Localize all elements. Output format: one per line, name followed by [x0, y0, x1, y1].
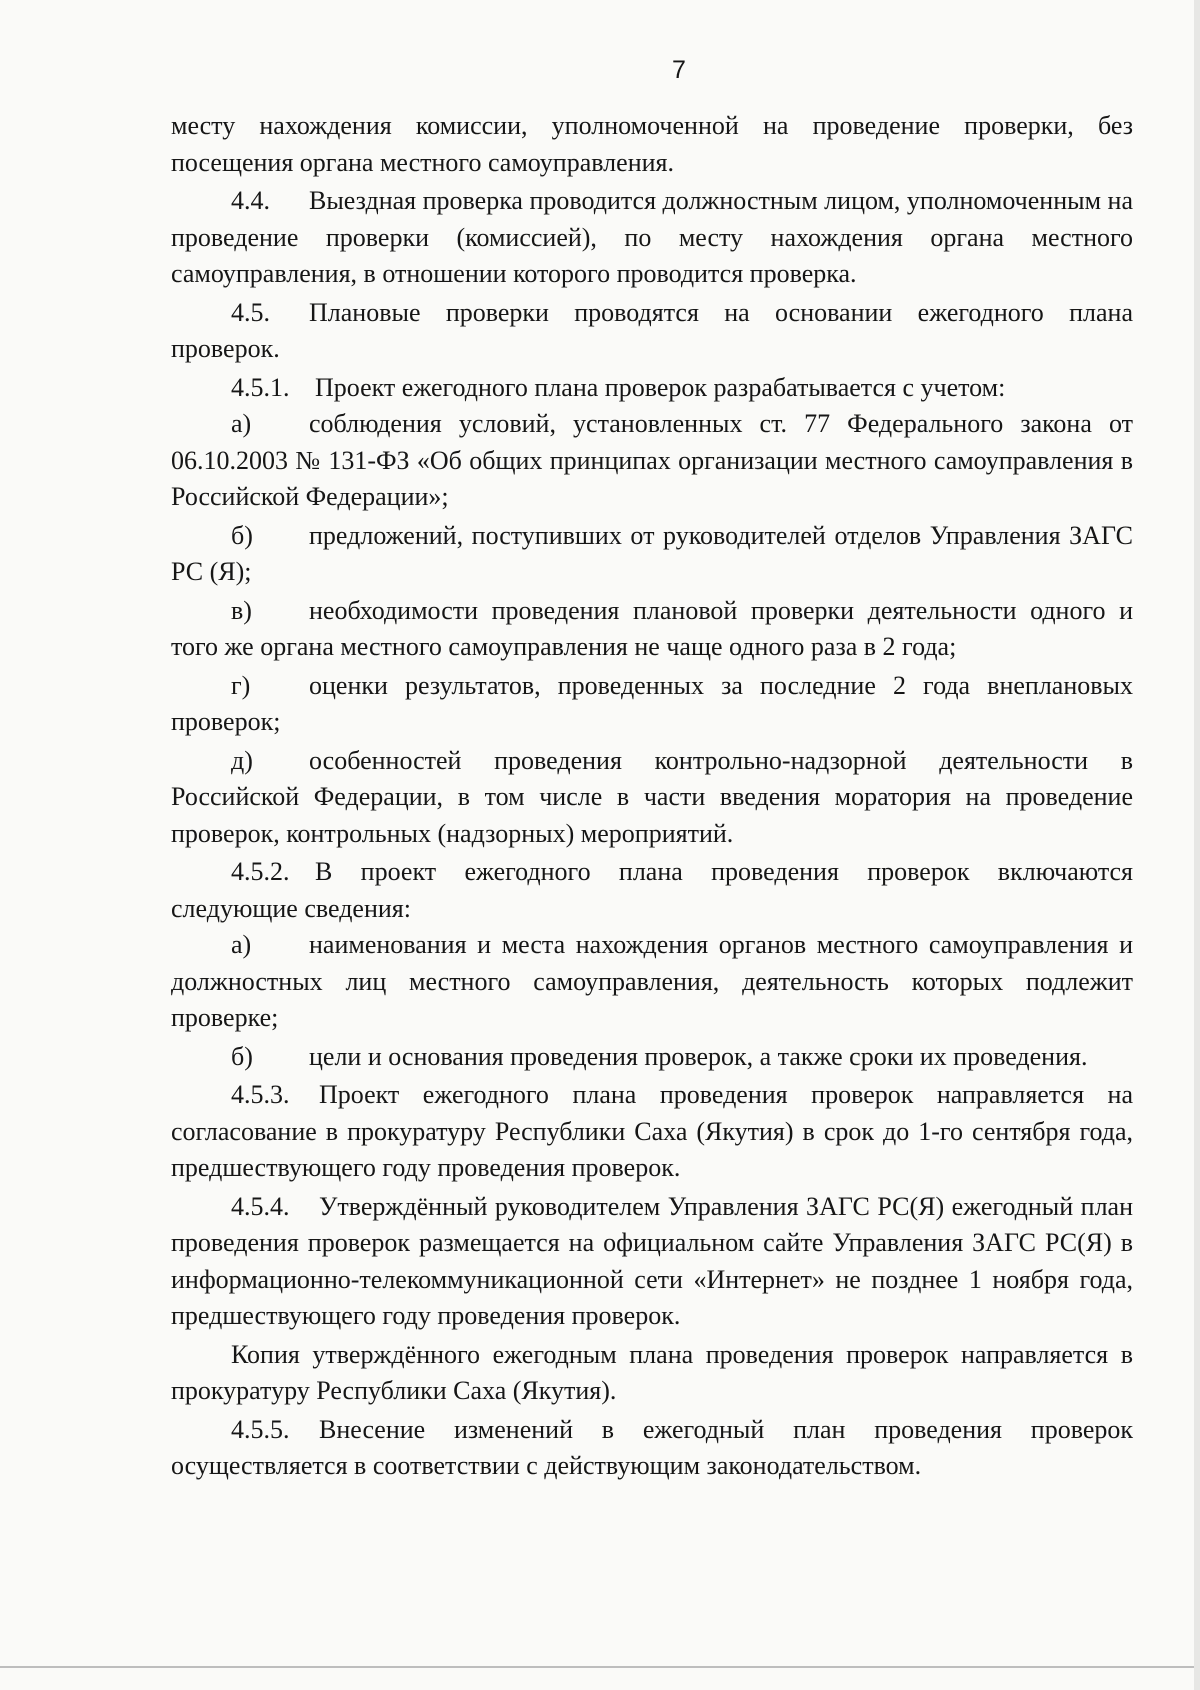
paragraph-text: необходимости проведения плановой проверки деятельности одного и того же органа местного самоуправления не чаще одного раза в 2 года;	[171, 595, 1133, 661]
item-a	[171, 406, 1133, 516]
paragraph-text: Плановые проверки проводятся на основании ежегодного плана проверок.	[171, 297, 1133, 363]
paragraph-text: Проект ежегодного плана проведения проверок направляется на согласование в прокуратуру Республики Саха (Якутия) в срок до 1-го сентября года, предшествующего году проведения проверок.	[171, 1080, 1133, 1182]
item-letter: в)	[231, 595, 252, 625]
paragraph-4-5-3	[171, 1077, 1133, 1187]
item-v	[171, 593, 1133, 666]
item-letter: б)	[231, 1041, 253, 1071]
clause-number: 4.4.	[231, 186, 270, 215]
item-b-2	[171, 1039, 1133, 1076]
item-letter: а)	[231, 409, 252, 438]
item-letter: г)	[231, 670, 251, 700]
item-letter: д)	[231, 745, 253, 775]
paragraph-text: Проект ежегодного плана проверок разрабатывается с учетом:	[315, 372, 1006, 402]
paragraph-text: оценки результатов, проведенных за последние 2 года внеплановых проверок;	[171, 670, 1133, 736]
paragraph-text: особенностей проведения контрольно-надзорной деятельности в Российской Федерации, в том числе в части введения моратория на проведение проверок, контрольных (надзорных) мероприятий.	[171, 745, 1133, 848]
paragraph-continuation	[171, 108, 1133, 181]
item-d	[171, 743, 1133, 853]
document-body	[171, 108, 1133, 1485]
paragraph-text: соблюдения условий, установленных ст. 77 Федерального закона от 06.10.2003 № 131-ФЗ «Об общих принципах организации местного самоуправления в Российской Федерации»;	[171, 409, 1133, 511]
scan-bottom-edge	[0, 1666, 1200, 1668]
page-number: 7	[672, 56, 686, 84]
clause-number: 4.5.2.	[231, 857, 290, 886]
clause-number: 4.5.	[231, 297, 270, 327]
clause-number: 4.5.1.	[231, 372, 290, 402]
item-letter: б)	[231, 520, 253, 550]
item-g	[171, 668, 1133, 741]
paragraph-text: Утверждённый руководителем Управления ЗАГС РС(Я) ежегодный план проведения проверок размещается на официальном сайте Управления ЗАГС РС(Я) в информационно-телекоммуникационной сети «Интернет» не позднее 1 ноября года, предшествующего году проведения проверок.	[171, 1191, 1133, 1330]
item-letter: а)	[231, 930, 252, 959]
paragraph-text: Выездная проверка проводится должностным лицом, уполномоченным на проведение проверки (комиссией), по месту нахождения органа местного самоуправления, в отношении которого проводится проверка.	[171, 186, 1134, 288]
clause-number: 4.5.4.	[231, 1191, 290, 1221]
paragraph-text: предложений, поступивших от руководителей отделов Управления ЗАГС РС (Я);	[171, 520, 1133, 586]
paragraph-text: месту нахождения комиссии, уполномоченной на проведение проверки, без посещения органа местного самоуправления.	[171, 111, 1133, 177]
paragraph-4-5	[171, 295, 1133, 368]
paragraph-text: цели и основания проведения проверок, а также сроки их проведения.	[309, 1041, 1088, 1071]
item-b	[171, 518, 1133, 591]
paragraph-4-5-2	[171, 854, 1133, 927]
paragraph-text: В проект ежегодного плана проведения проверок включаются следующие сведения:	[171, 857, 1133, 923]
paragraph-4-5-4	[171, 1189, 1133, 1335]
paragraph-text: Внесение изменений в ежегодный план проведения проверок осуществляется в соответствии с действующим законодательством.	[171, 1414, 1133, 1480]
clause-number: 4.5.5.	[231, 1414, 290, 1444]
paragraph-text: наименования и места нахождения органов местного самоуправления и должностных лиц местного самоуправления, деятельность которых подлежит проверке;	[171, 930, 1133, 1032]
paragraph-4-5-5	[171, 1412, 1133, 1485]
scan-right-edge	[1194, 0, 1200, 1690]
paragraph-4-5-1	[171, 370, 1133, 407]
paragraph-copy-note	[171, 1337, 1133, 1410]
clause-number: 4.5.3.	[231, 1080, 290, 1109]
item-a-2	[171, 927, 1133, 1037]
paragraph-text: Копия утверждённого ежегодным плана проведения проверок направляется в прокуратуру Республики Саха (Якутия).	[171, 1339, 1133, 1405]
paragraph-4-4	[171, 183, 1133, 293]
